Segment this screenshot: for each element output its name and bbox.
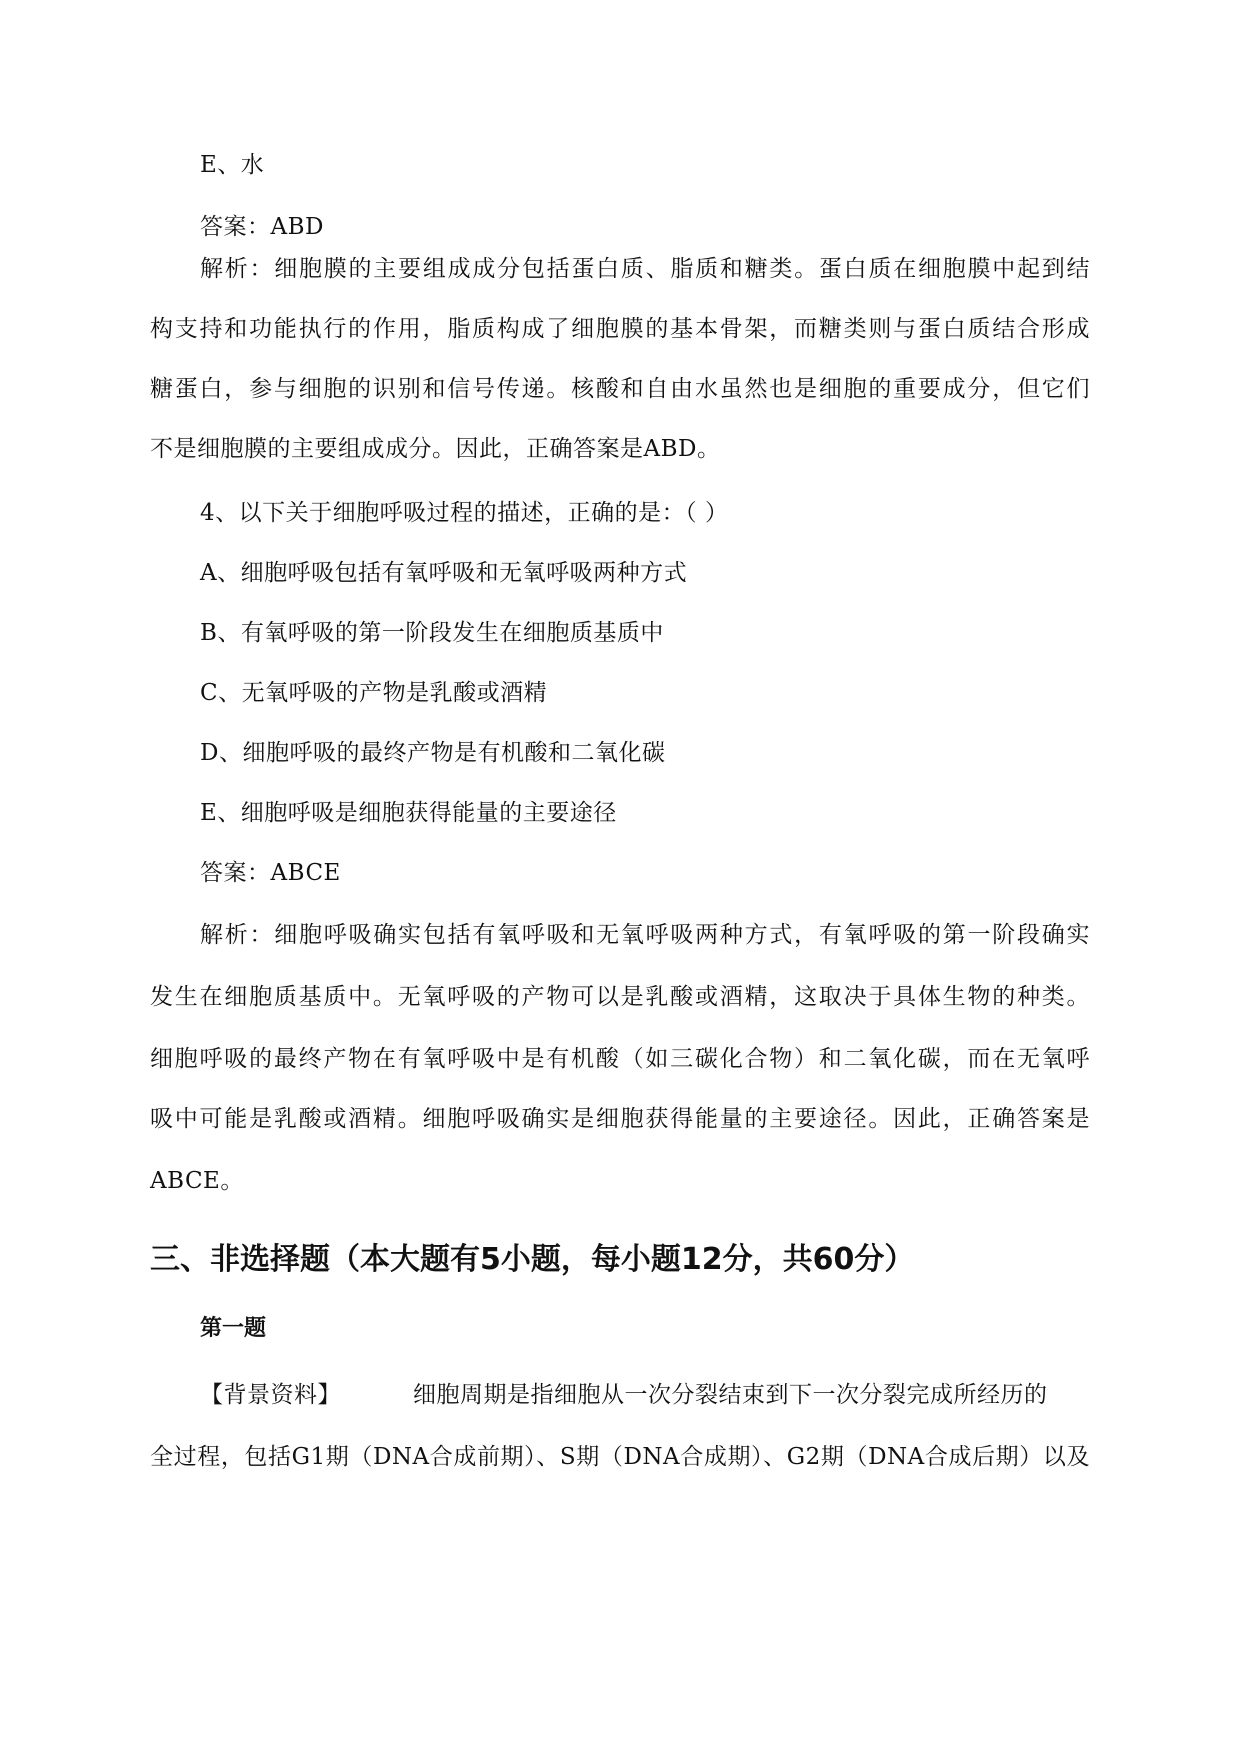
q3-analysis-line-1: 解析：细胞膜的主要组成成分包括蛋白质、脂质和糖类。蛋白质在细胞膜中起到结: [200, 256, 1090, 282]
q4-option-a: A、细胞呼吸包括有氧呼吸和无氧呼吸两种方式: [200, 560, 688, 586]
q4-option-d: D、细胞呼吸的最终产物是有机酸和二氧化碳: [200, 740, 666, 766]
background-label: 【背景资料】: [200, 1382, 341, 1408]
q4-option-c: C、无氧呼吸的产物是乳酸或酒精: [200, 680, 548, 706]
q4-analysis-line-3: 细胞呼吸的最终产物在有氧呼吸中是有机酸（如三碳化合物）和二氧化碳，而在无氧呼: [150, 1046, 1090, 1072]
q3-analysis-line-3: 糖蛋白，参与细胞的识别和信号传递。核酸和自由水虽然也是细胞的重要成分，但它们: [150, 376, 1090, 402]
q4-analysis-line-2: 发生在细胞质基质中。无氧呼吸的产物可以是乳酸或酒精，这取决于具体生物的种类。: [150, 984, 1090, 1010]
q3-analysis-line-2: 构支持和功能执行的作用，脂质构成了细胞膜的基本骨架，而糖类则与蛋白质结合形成: [150, 316, 1090, 342]
background-line-1: [200, 1380, 1090, 1410]
q4-option-e: E、细胞呼吸是细胞获得能量的主要途径: [200, 800, 617, 826]
background-text-1: 细胞周期是指细胞从一次分裂结束到下一次分裂完成所经历的: [413, 1382, 1048, 1408]
background-line-2: 全过程，包括G1期（DNA合成前期）、S期（DNA合成期）、G2期（DNA合成后期）以及: [150, 1444, 1090, 1470]
q4-answer: 答案：ABCE: [200, 860, 341, 886]
q4-analysis-line-5: ABCE。: [150, 1168, 244, 1194]
first-question-title: 第一题: [200, 1316, 267, 1341]
q3-analysis-line-4: 不是细胞膜的主要组成成分。因此，正确答案是ABD。: [150, 436, 721, 462]
q4-question: 4、以下关于细胞呼吸过程的描述，正确的是：（ ）: [200, 500, 729, 526]
q3-answer: 答案：ABD: [200, 214, 324, 240]
q3-option-e: E、水: [200, 152, 265, 178]
section-heading: 三、非选择题（本大题有5小题，每小题12分，共60分）: [150, 1242, 915, 1277]
q4-option-b: B、有氧呼吸的第一阶段发生在细胞质基质中: [200, 620, 664, 646]
q4-analysis-line-4: 吸中可能是乳酸或酒精。细胞呼吸确实是细胞获得能量的主要途径。因此，正确答案是: [150, 1106, 1090, 1132]
q4-analysis-line-1: 解析：细胞呼吸确实包括有氧呼吸和无氧呼吸两种方式，有氧呼吸的第一阶段确实: [200, 922, 1090, 948]
